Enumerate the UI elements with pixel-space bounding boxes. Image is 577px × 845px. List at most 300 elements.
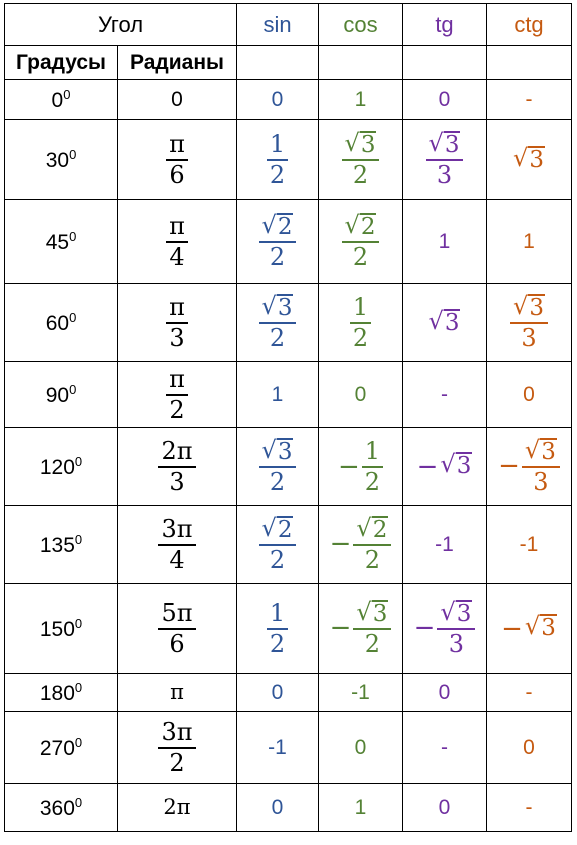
cos-cell: [319, 584, 403, 674]
sin-value: -1: [268, 735, 287, 759]
radians-denominator: [166, 396, 187, 425]
sin-value: 1: [271, 382, 284, 406]
degrees-value: 45: [45, 230, 70, 254]
radians-numerator: [166, 365, 188, 394]
cos-value: -1: [351, 680, 370, 704]
radians-num-text: π: [169, 129, 185, 158]
sin-cell: [237, 80, 319, 120]
ctg-cell: [487, 712, 572, 784]
sin-denominator: [267, 630, 288, 659]
radians-cell: [118, 506, 237, 584]
sin-fraction: [259, 292, 297, 353]
cos-num-sqrt: [356, 513, 388, 543]
cos-num-radical-sign: √: [344, 128, 360, 157]
degree-superscript: 0: [69, 381, 77, 397]
radians-den-text: 2: [169, 748, 185, 777]
cos-den-text: 2: [364, 467, 381, 496]
sin-fraction: [259, 514, 297, 575]
radians-num-text: 2π: [161, 436, 193, 465]
sin-num-radical-sign: √: [261, 291, 277, 320]
cos-num-radicand: 3: [360, 131, 376, 158]
radians-den-text: 4: [169, 242, 185, 271]
radians-fraction: [158, 437, 195, 497]
tg-value: -: [441, 735, 448, 759]
radians-cell: [118, 362, 237, 428]
ctg-num-sqrt: [513, 291, 545, 321]
tg-num-radicand: 3: [444, 131, 460, 158]
table-row: [5, 584, 572, 674]
ctg-cell: [487, 200, 572, 284]
radians-fraction: [166, 212, 188, 272]
tg-denominator: [446, 630, 467, 659]
cos-cell: [319, 200, 403, 284]
ctg-num-radicand: 3: [541, 438, 556, 465]
table-row: [5, 362, 572, 428]
cos-num-sqrt: [344, 210, 377, 240]
table-row: [5, 506, 572, 584]
tg-cell: [403, 584, 487, 674]
cos-fraction: [342, 211, 380, 272]
sin-den-text: 2: [269, 324, 286, 353]
radians-num-text: 3π: [161, 717, 193, 746]
radians-den-text: 4: [169, 545, 185, 574]
tg-num-radicand: 3: [456, 600, 472, 627]
radians-denominator: [166, 468, 187, 497]
ctg-radical-sign: √: [513, 144, 529, 173]
tg-sqrt: [429, 309, 461, 335]
tg-fraction: [426, 129, 464, 190]
header-row-1: [5, 4, 572, 46]
ctg-denominator: [518, 324, 539, 353]
cos-numerator: [342, 129, 380, 159]
radians-fraction: [158, 718, 195, 778]
sin-num-text: 1: [269, 129, 286, 158]
tg-num-sqrt: [440, 597, 472, 627]
cos-cell: [319, 712, 403, 784]
degrees-cell: [5, 584, 118, 674]
table-row: [5, 428, 572, 506]
empty-header-cell: [319, 46, 403, 80]
sin-num-sqrt: [261, 291, 294, 321]
radians-cell: [118, 712, 237, 784]
ctg-value: 1: [523, 229, 535, 253]
tg-cell: [403, 284, 487, 362]
cos-cell: [319, 506, 403, 584]
angle-header: Угол: [5, 4, 237, 46]
ctg-cell: [487, 362, 572, 428]
sin-value: 0: [271, 680, 284, 704]
cos-cell: [319, 284, 403, 362]
ctg-value: -1: [519, 532, 539, 556]
radians-numerator: [158, 515, 195, 544]
sin-num-sqrt: [261, 210, 294, 240]
tg-den-text: 3: [436, 161, 453, 190]
table-row: [5, 200, 572, 284]
cos-minus-sign: −: [329, 529, 352, 560]
ctg-value: 0: [523, 735, 535, 759]
tg-cell: [403, 80, 487, 120]
sin-numerator: [267, 599, 288, 628]
ctg-num-sqrt: [524, 435, 557, 465]
degree-superscript: 0: [63, 86, 71, 102]
radians-den-text: 3: [169, 467, 185, 496]
degrees-cell: [5, 674, 118, 712]
sin-num-radicand: 2: [277, 213, 293, 240]
ctg-header: ctg: [487, 4, 572, 46]
ctg-minus-sign: −: [501, 613, 523, 644]
ctg-radicand: 3: [529, 147, 544, 174]
radians-header: Радианы: [118, 46, 237, 80]
degrees-value: 150: [39, 617, 75, 641]
cos-fraction: [353, 514, 391, 575]
ctg-value: 0: [523, 382, 535, 406]
ctg-cell: [487, 120, 572, 200]
radians-den-text: 2: [169, 395, 185, 424]
sin-num-radical-sign: √: [261, 210, 277, 239]
ctg-cell: [487, 284, 572, 362]
cos-cell: [319, 362, 403, 428]
ctg-fraction: [510, 292, 548, 353]
sin-numerator: [259, 436, 297, 466]
radians-den-text: 6: [169, 629, 185, 658]
cos-fraction: [342, 129, 380, 190]
ctg-value: -: [525, 795, 533, 819]
cos-denominator: [350, 161, 371, 190]
degrees-value: 135: [39, 533, 75, 557]
cos-numerator: [353, 598, 391, 628]
header-row-2: [5, 46, 572, 80]
tg-sqrt: [440, 452, 472, 478]
degrees-cell: [5, 506, 118, 584]
sin-num-text: 1: [269, 598, 286, 627]
cos-cell: [319, 674, 403, 712]
table-row: [5, 284, 572, 362]
degrees-value: 60: [45, 311, 70, 335]
radians-denominator: [166, 324, 187, 353]
degrees-cell: [5, 200, 118, 284]
degrees-cell: [5, 80, 118, 120]
radians-fraction: [158, 599, 195, 659]
tg-cell: [403, 428, 487, 506]
sin-numerator: [259, 211, 297, 241]
cos-num-radicand: 2: [360, 213, 376, 240]
radians-cell: [118, 784, 237, 832]
sin-value: 0: [271, 87, 284, 111]
tg-value: 0: [438, 87, 451, 111]
ctg-numerator: [510, 292, 548, 322]
degree-superscript: 0: [74, 679, 83, 695]
cos-num-sqrt: [356, 597, 388, 627]
cos-numerator: [362, 437, 383, 466]
radians-denominator: [166, 161, 187, 190]
sin-num-sqrt: [261, 513, 294, 543]
sin-den-text: 2: [269, 629, 286, 658]
cos-value: 0: [354, 735, 367, 759]
tg-radical-sign: √: [440, 450, 456, 479]
cos-fraction: [350, 293, 371, 353]
sin-numerator: [259, 292, 297, 322]
radians-den-text: 3: [169, 323, 185, 352]
sin-numerator: [259, 514, 297, 544]
ctg-num-radical-sign: √: [513, 291, 529, 320]
sin-den-text: 2: [269, 160, 286, 189]
ctg-denominator: [530, 468, 551, 497]
ctg-cell: [487, 428, 572, 506]
tg-minus-sign: −: [413, 613, 436, 644]
radians-value: 0: [171, 87, 183, 111]
tg-fraction: [437, 598, 475, 659]
sin-denominator: [267, 546, 288, 575]
degree-superscript: 0: [74, 453, 83, 469]
cos-den-text: 2: [364, 630, 381, 659]
tg-cell: [403, 506, 487, 584]
tg-cell: [403, 784, 487, 832]
radians-numerator: [158, 599, 195, 628]
cos-num-radical-sign: √: [344, 210, 360, 239]
ctg-den-text: 3: [521, 324, 537, 353]
tg-denominator: [434, 161, 455, 190]
degrees-value: 0: [51, 88, 64, 112]
tg-num-sqrt: [428, 128, 461, 158]
tg-cell: [403, 200, 487, 284]
sin-cell: [237, 200, 319, 284]
sin-num-radicand: 3: [277, 294, 293, 321]
tg-cell: [403, 712, 487, 784]
cos-denominator: [362, 630, 383, 659]
ctg-cell: [487, 584, 572, 674]
degrees-value: 270: [39, 736, 75, 760]
degrees-header: Градусы: [5, 46, 118, 80]
degrees-cell: [5, 120, 118, 200]
table-row: [5, 120, 572, 200]
sin-denominator: [267, 243, 288, 272]
radians-cell: [118, 120, 237, 200]
sin-num-sqrt: [261, 435, 294, 465]
tg-cell: [403, 362, 487, 428]
tg-radical-sign: √: [428, 307, 444, 336]
sin-value: 0: [271, 795, 284, 819]
ctg-num-radical-sign: √: [524, 435, 541, 464]
sin-den-text: 2: [269, 243, 286, 272]
sin-den-text: 2: [269, 468, 286, 497]
ctg-value: -: [525, 680, 533, 704]
tg-radicand: 3: [456, 453, 472, 480]
tg-value: -1: [435, 532, 454, 556]
radians-cell: [118, 674, 237, 712]
cos-denominator: [350, 243, 371, 272]
sin-den-text: 2: [269, 546, 286, 575]
cos-den-text: 2: [352, 243, 369, 272]
radians-num-text: π: [169, 211, 185, 240]
ctg-fraction: [522, 436, 560, 497]
sin-num-radical-sign: √: [261, 435, 277, 464]
degrees-cell: [5, 284, 118, 362]
ctg-numerator: [522, 436, 560, 466]
empty-header-cell: [403, 46, 487, 80]
degrees-value: 30: [45, 148, 70, 172]
sin-header: sin: [237, 4, 319, 46]
cos-num-radicand: 3: [372, 600, 388, 627]
ctg-cell: [487, 784, 572, 832]
cos-minus-sign: −: [329, 613, 352, 644]
cos-header: cos: [319, 4, 403, 46]
radians-value: π: [170, 680, 184, 704]
cos-den-text: 2: [364, 546, 381, 575]
table-row: [5, 784, 572, 832]
tg-cell: [403, 120, 487, 200]
radians-fraction: [166, 365, 188, 425]
sin-fraction: [259, 211, 297, 272]
ctg-radicand: 3: [541, 615, 556, 642]
sin-num-radicand: 2: [277, 516, 293, 543]
cos-numerator: [342, 211, 380, 241]
table-row: [5, 712, 572, 784]
radians-numerator: [158, 437, 195, 466]
degrees-cell: [5, 712, 118, 784]
tg-value: 0: [438, 680, 451, 704]
cos-numerator: [353, 514, 391, 544]
tg-header: tg: [403, 4, 487, 46]
degree-superscript: 0: [74, 734, 83, 750]
radians-fraction: [166, 293, 188, 353]
degree-superscript: 0: [69, 228, 77, 244]
radians-den-text: 6: [169, 160, 185, 189]
radians-cell: [118, 80, 237, 120]
degree-superscript: 0: [74, 615, 83, 631]
radians-value: 2π: [163, 795, 191, 819]
radians-numerator: [158, 718, 195, 747]
radians-numerator: [166, 212, 188, 241]
degrees-value: 90: [45, 383, 70, 407]
degrees-value: 360: [39, 796, 75, 820]
degrees-cell: [5, 362, 118, 428]
cos-cell: [319, 80, 403, 120]
sin-denominator: [267, 324, 288, 353]
cos-num-radical-sign: √: [356, 513, 372, 542]
radians-numerator: [166, 130, 188, 159]
radians-denominator: [166, 630, 187, 659]
radians-fraction: [158, 515, 195, 575]
sin-cell: [237, 584, 319, 674]
cos-den-text: 2: [352, 161, 369, 190]
sin-cell: [237, 784, 319, 832]
sin-denominator: [267, 161, 288, 190]
degree-superscript: 0: [74, 794, 83, 810]
table-row: [5, 674, 572, 712]
tg-value: -: [441, 382, 448, 406]
cos-value: 0: [354, 382, 367, 406]
radians-cell: [118, 200, 237, 284]
cos-num-text: 1: [364, 436, 381, 465]
trig-table-container: [4, 3, 572, 832]
cos-value: 1: [354, 87, 367, 111]
cos-num-text: 1: [352, 292, 369, 321]
sin-fraction: [259, 436, 297, 497]
sin-fraction: [267, 599, 288, 659]
tg-num-radical-sign: √: [428, 128, 444, 157]
radians-cell: [118, 428, 237, 506]
ctg-cell: [487, 506, 572, 584]
radians-denominator: [166, 749, 187, 778]
degrees-cell: [5, 784, 118, 832]
tg-radicand: 3: [444, 310, 460, 337]
cos-denominator: [362, 546, 383, 575]
sin-num-radicand: 3: [277, 438, 293, 465]
sin-denominator: [267, 468, 288, 497]
tg-den-text: 3: [448, 630, 465, 659]
radians-num-text: 3π: [161, 514, 193, 543]
sin-cell: [237, 506, 319, 584]
sin-numerator: [267, 130, 288, 159]
cos-num-sqrt: [344, 128, 377, 158]
tg-value: 0: [438, 795, 451, 819]
ctg-sqrt: [525, 614, 557, 640]
cos-cell: [319, 784, 403, 832]
ctg-cell: [487, 674, 572, 712]
radians-num-text: 5π: [161, 598, 193, 627]
radians-numerator: [166, 293, 188, 322]
tg-minus-sign: −: [416, 451, 439, 482]
cos-numerator: [350, 293, 371, 322]
cos-value: 1: [354, 795, 367, 819]
cos-cell: [319, 120, 403, 200]
ctg-value: -: [525, 87, 533, 111]
sin-cell: [237, 428, 319, 506]
radians-denominator: [166, 243, 187, 272]
ctg-den-text: 3: [533, 468, 549, 497]
table-row: [5, 80, 572, 120]
ctg-sqrt: [513, 146, 545, 172]
sin-cell: [237, 120, 319, 200]
ctg-radical-sign: √: [524, 612, 541, 641]
empty-header-cell: [237, 46, 319, 80]
cos-num-radical-sign: √: [356, 597, 372, 626]
cos-cell: [319, 428, 403, 506]
cos-fraction: [353, 598, 391, 659]
cos-fraction: [362, 437, 383, 497]
cos-denominator: [362, 468, 383, 497]
sin-fraction: [267, 130, 288, 190]
degree-superscript: 0: [69, 146, 77, 162]
radians-fraction: [166, 130, 188, 190]
sin-num-radical-sign: √: [261, 513, 277, 542]
cos-minus-sign: −: [337, 451, 360, 482]
sin-cell: [237, 284, 319, 362]
empty-header-cell: [487, 46, 572, 80]
trig-values-table: [4, 3, 572, 832]
sin-cell: [237, 712, 319, 784]
tg-numerator: [426, 129, 464, 159]
ctg-minus-sign: −: [498, 451, 520, 482]
tg-value: 1: [438, 229, 451, 253]
tg-num-radical-sign: √: [440, 597, 456, 626]
ctg-cell: [487, 80, 572, 120]
degrees-cell: [5, 428, 118, 506]
ctg-num-radicand: 3: [529, 294, 544, 321]
degree-superscript: 0: [69, 309, 77, 325]
cos-num-radicand: 2: [372, 516, 388, 543]
tg-numerator: [437, 598, 475, 628]
radians-num-text: π: [169, 364, 185, 393]
degree-superscript: 0: [74, 531, 83, 547]
sin-cell: [237, 362, 319, 428]
sin-cell: [237, 674, 319, 712]
cos-den-text: 2: [352, 323, 369, 352]
radians-cell: [118, 584, 237, 674]
degrees-value: 120: [39, 455, 75, 479]
radians-cell: [118, 284, 237, 362]
radians-num-text: π: [169, 292, 185, 321]
